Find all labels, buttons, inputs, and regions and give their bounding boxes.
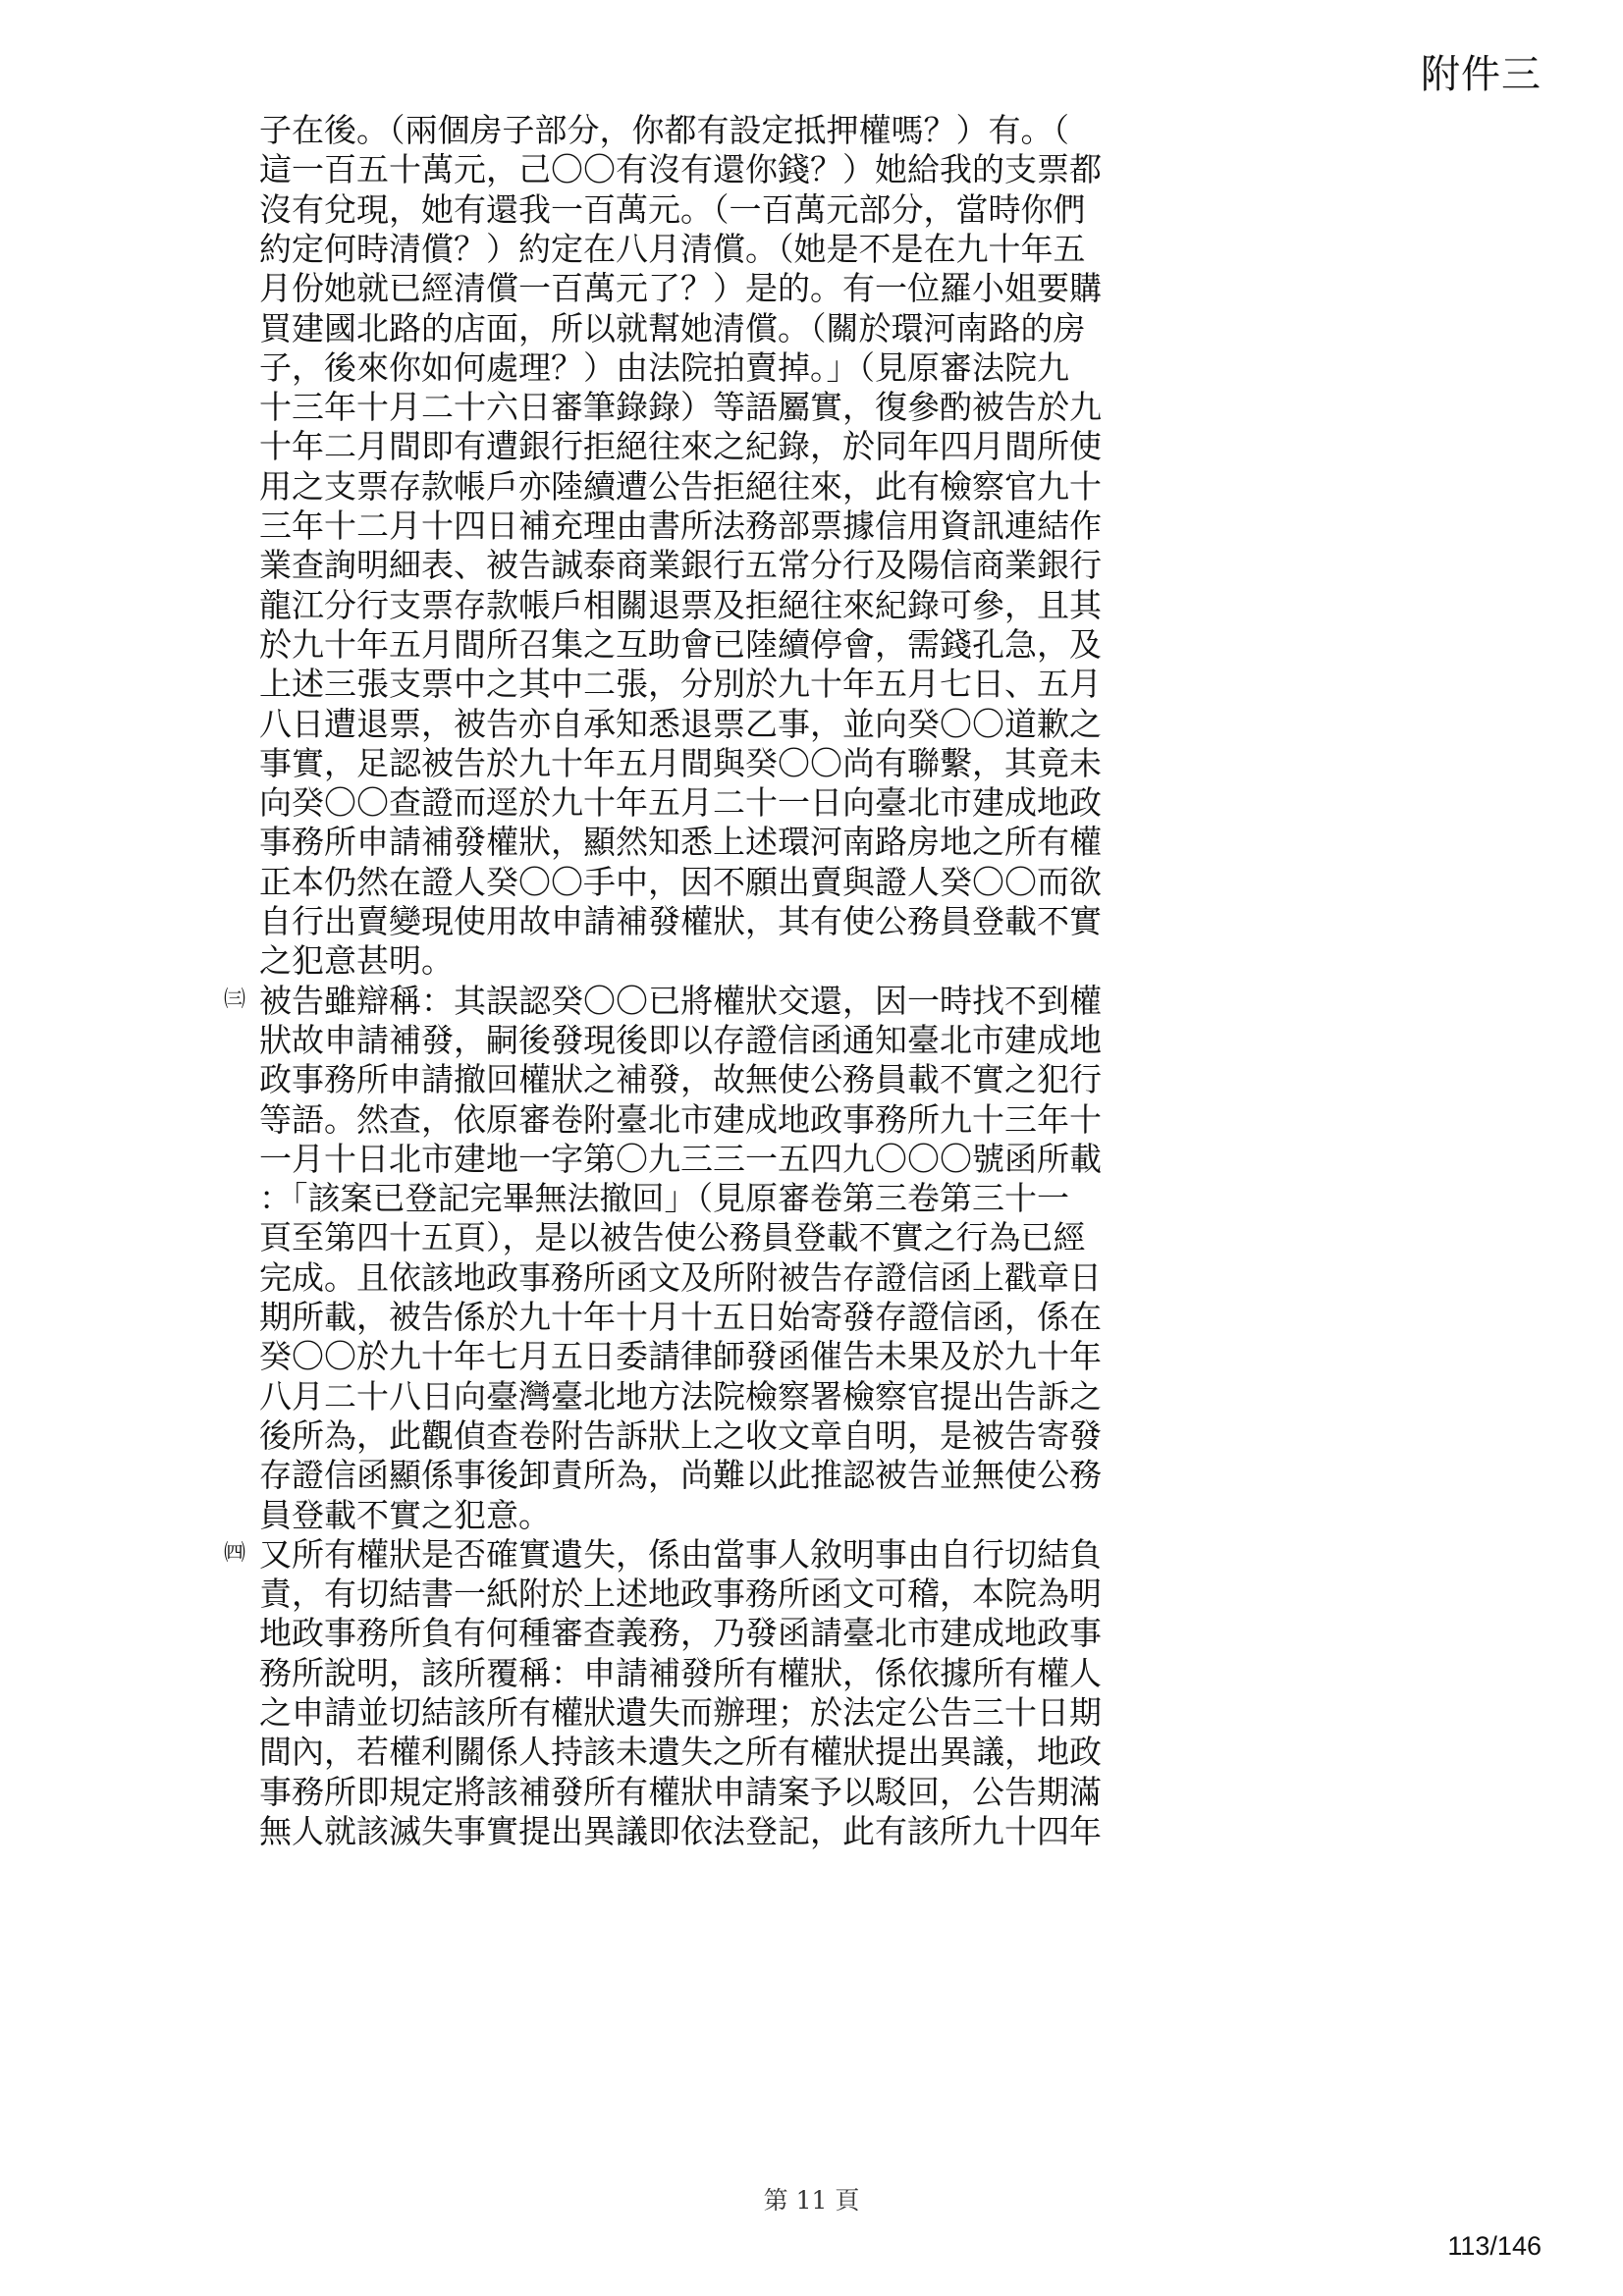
line-text: 務所說明，該所覆稱：申請補發所有權狀，係依據所有權人 bbox=[259, 1653, 1102, 1692]
line-text: 子，後來你如何處理？）由法院拍賣掉。」（見原審法院九 bbox=[259, 347, 1069, 387]
line-text: 間內，若權利關係人持該未遺失之所有權狀提出異議，地政 bbox=[259, 1733, 1102, 1772]
text-line bbox=[259, 585, 1102, 624]
text-line bbox=[259, 902, 1102, 940]
line-text: 政事務所申請撤回權狀之補發，故無使公務員載不實之犯行 bbox=[259, 1060, 1102, 1099]
line-text: 子在後。（兩個房子部分，你都有設定抵押權嗎？）有。（ bbox=[259, 111, 1069, 149]
page-count: 113/146 bbox=[1447, 2231, 1542, 2261]
line-text: 等語。然查，依原審卷附臺北市建成地政事務所九十三年十 bbox=[259, 1099, 1102, 1139]
line-text: 這一百五十萬元，己〇〇有沒有還你錢？）她給我的支票都 bbox=[259, 150, 1102, 189]
text-line bbox=[259, 347, 1069, 387]
line-text: 頁至第四十五頁），是以被告使公務員登載不實之行為已經 bbox=[259, 1218, 1086, 1257]
line-text: 責，有切結書一紙附於上述地政事務所函文可稽，本院為明 bbox=[259, 1575, 1102, 1614]
line-text: 癸〇〇於九十年七月五日委請律師發函催告未果及於九十年 bbox=[259, 1337, 1102, 1376]
text-line bbox=[259, 308, 1086, 347]
text-line bbox=[259, 1099, 1102, 1139]
line-text: 期所載，被告係於九十年十月十五日始寄發存證信函，係在 bbox=[259, 1298, 1102, 1336]
text-line bbox=[259, 546, 1102, 585]
text-line bbox=[259, 1218, 1086, 1257]
text-line bbox=[224, 1534, 1102, 1574]
line-text: 又所有權狀是否確實遺失，係由當事人敘明事由自行切結負 bbox=[259, 1534, 1102, 1574]
line-text: 用之支票存款帳戶亦陸續遭公告拒絕往來，此有檢察官九十 bbox=[259, 466, 1102, 506]
paragraph-marker: ㈣ bbox=[224, 1540, 246, 1566]
text-line bbox=[259, 783, 1102, 823]
text-line bbox=[259, 509, 1102, 544]
text-line bbox=[259, 1772, 1102, 1811]
text-line bbox=[259, 743, 1102, 782]
page-number: 第 11 頁 bbox=[763, 2186, 860, 2215]
text-line bbox=[259, 1811, 1102, 1850]
text-line bbox=[259, 1020, 1102, 1059]
line-text: 員登載不實之犯意。 bbox=[259, 1495, 551, 1534]
line-text: 狀故申請補發，嗣後發現後即以存證信函通知臺北市建成地 bbox=[259, 1020, 1102, 1059]
text-line bbox=[259, 1577, 1102, 1612]
line-text: 十年二月間即有遭銀行拒絕往來之紀錄，於同年四月間所使 bbox=[259, 427, 1102, 466]
text-line bbox=[259, 229, 1086, 268]
text-line bbox=[259, 427, 1102, 466]
line-text: 之申請並切結該所有權狀遺失而辦理；於法定公告三十日期 bbox=[259, 1693, 1102, 1732]
text-line bbox=[259, 269, 1102, 308]
line-text: 業查詢明細表、被告誠泰商業銀行五常分行及陽信商業銀行 bbox=[259, 546, 1102, 585]
text-line bbox=[259, 388, 1102, 427]
paragraph-marker: ㈢ bbox=[224, 987, 246, 1012]
line-text: 向癸〇〇查證而逕於九十年五月二十一日向臺北市建成地政 bbox=[259, 783, 1102, 823]
text-line bbox=[259, 111, 1069, 149]
line-text: 八月二十八日向臺灣臺北地方法院檢察署檢察官提出告訴之 bbox=[259, 1376, 1102, 1415]
text-line bbox=[259, 466, 1102, 506]
line-text: 月份她就已經清償一百萬元了？）是的。有一位羅小姐要購 bbox=[259, 269, 1102, 308]
text-line bbox=[259, 941, 454, 981]
line-text: 一月十日北市建地一字第〇九三三一五四九〇〇〇號函所載 bbox=[259, 1139, 1102, 1178]
line-text: 存證信函顯係事後卸責所為，尚難以此推認被告並無使公務 bbox=[259, 1456, 1102, 1495]
line-text: 事實，足認被告於九十年五月間與癸〇〇尚有聯繫，其竟未 bbox=[259, 743, 1102, 782]
line-text: 事務所申請補發權狀，顯然知悉上述環河南路房地之所有權 bbox=[259, 823, 1102, 862]
line-text: 被告雖辯稱：其誤認癸〇〇已將權狀交還，因一時找不到權 bbox=[259, 981, 1102, 1020]
text-line bbox=[259, 1456, 1102, 1495]
line-text: 後所為，此觀偵查卷附告訴狀上之收文章自明，是被告寄發 bbox=[259, 1415, 1102, 1455]
text-line bbox=[259, 1060, 1102, 1099]
line-text: 正本仍然在證人癸〇〇手中，因不願出賣與證人癸〇〇而欲 bbox=[259, 862, 1102, 901]
line-text: ：「該案已登記完畢無法撤回」（見原審卷第三卷第三十一 bbox=[259, 1179, 1069, 1218]
line-text: 龍江分行支票存款帳戶相關退票及拒絕往來紀錄可參，且其 bbox=[259, 585, 1102, 624]
line-text: 十三年十月二十六日審筆錄錄）等語屬實，復參酌被告於九 bbox=[259, 388, 1102, 427]
text-line bbox=[259, 1376, 1102, 1415]
line-text: 三年十二月十四日補充理由書所法務部票據信用資訊連結作 bbox=[259, 507, 1102, 545]
text-line bbox=[259, 1693, 1102, 1732]
text-line bbox=[259, 189, 1086, 229]
line-text: 完成。且依該地政事務所函文及所附被告存證信函上戳章日 bbox=[259, 1257, 1102, 1297]
line-text: 買建國北路的店面，所以就幫她清償。（關於環河南路的房 bbox=[259, 308, 1086, 347]
line-text: 無人就該滅失事實提出異議即依法登記，此有該所九十四年 bbox=[259, 1811, 1102, 1850]
text-line bbox=[224, 981, 1102, 1020]
text-line bbox=[259, 150, 1102, 189]
text-line bbox=[259, 1139, 1102, 1178]
line-text: 自行出賣變現使用故申請補發權狀，其有使公務員登載不實 bbox=[259, 902, 1102, 940]
text-line bbox=[259, 1614, 1102, 1653]
line-text: 沒有兌現，她有還我一百萬元。（一百萬元部分，當時你們 bbox=[259, 189, 1086, 229]
text-line bbox=[259, 1495, 551, 1534]
attachment-label: 附件三 bbox=[1421, 52, 1542, 97]
line-text: 約定何時清償？）約定在八月清償。（她是不是在九十年五 bbox=[259, 229, 1086, 268]
text-line bbox=[259, 1298, 1102, 1336]
text-line bbox=[259, 1735, 1102, 1770]
text-line bbox=[259, 1179, 1069, 1218]
text-line bbox=[259, 1337, 1102, 1376]
text-line bbox=[259, 862, 1102, 901]
line-text: 八日遭退票，被告亦自承知悉退票乙事，並向癸〇〇道歉之 bbox=[259, 704, 1102, 743]
line-text: 地政事務所負有何種審查義務，乃發函請臺北市建成地政事 bbox=[259, 1614, 1102, 1653]
text-line bbox=[259, 624, 1102, 664]
text-line bbox=[259, 667, 1102, 702]
line-text: 於九十年五月間所召集之互助會已陸續停會，需錢孔急，及 bbox=[259, 624, 1102, 664]
text-line bbox=[259, 1257, 1102, 1297]
text-line bbox=[259, 1653, 1102, 1692]
text-line bbox=[259, 704, 1102, 743]
line-text: 上述三張支票中之其中二張，分別於九十年五月七日、五月 bbox=[259, 665, 1102, 704]
text-line bbox=[259, 823, 1102, 862]
line-text: 之犯意甚明。 bbox=[259, 941, 454, 981]
text-line bbox=[259, 1415, 1102, 1455]
line-text: 事務所即規定將該補發所有權狀申請案予以駁回，公告期滿 bbox=[259, 1772, 1102, 1811]
